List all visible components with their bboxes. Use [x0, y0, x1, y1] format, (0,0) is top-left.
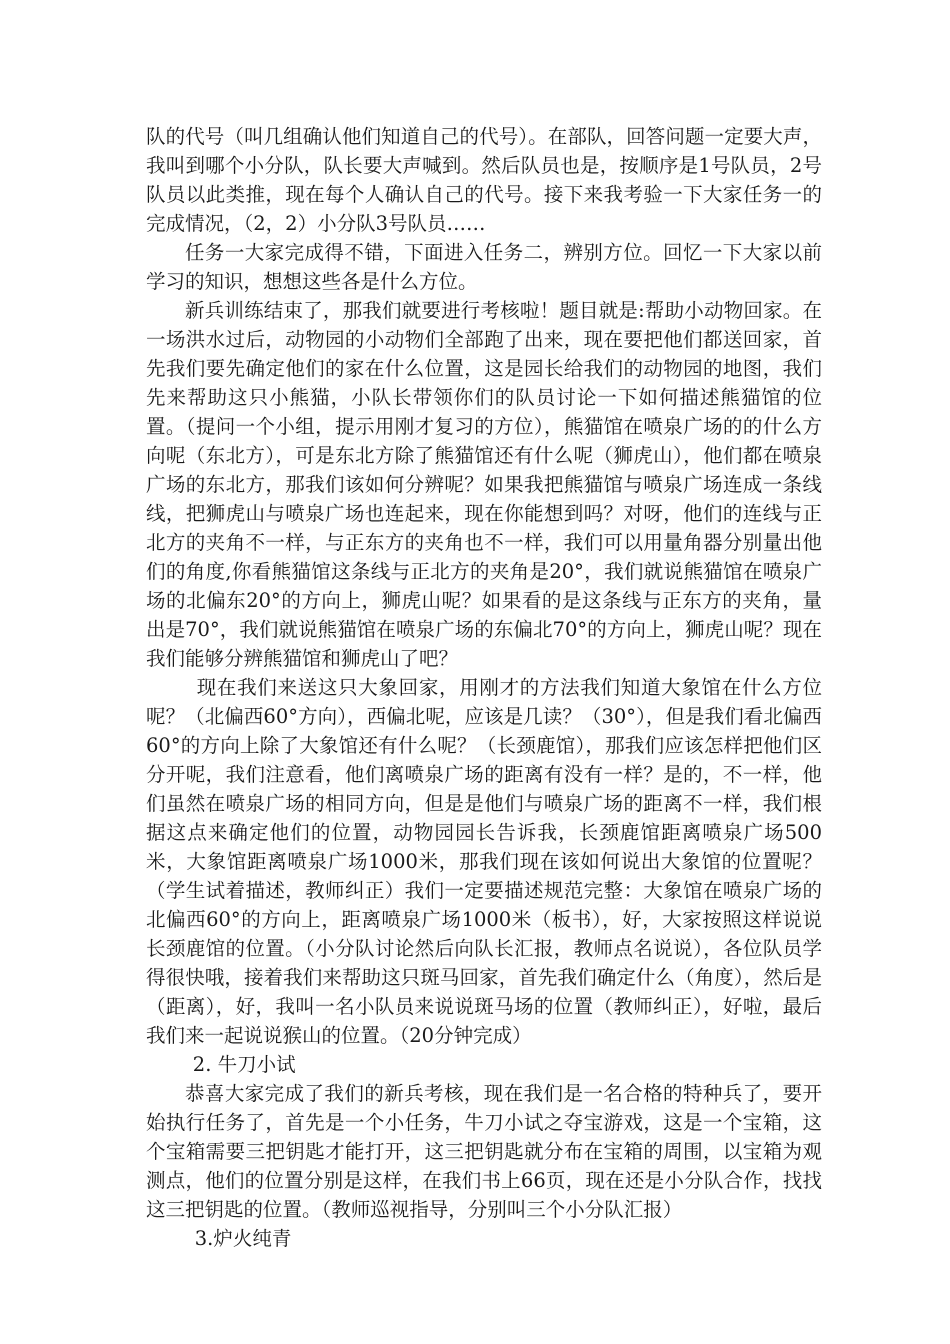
paragraph-2: 任务一大家完成得不错，下面进入任务二，辨别方位。回忆一下大家以前学习的知识，想想这些各是什么方位。 [146, 241, 822, 293]
document-body [146, 122, 822, 1253]
section-heading-2: 2. 牛刀小试 [192, 1053, 296, 1076]
paragraph-4: 现在我们来送这只大象回家，用刚才的方法我们知道大象馆在什么方位呢？（北偏西60°方向），西偏北呢，应该是几读？（30°），但是我们看北偏西60°的方向上除了大象馆还有什么呢？（长颈鹿馆），那我们应该怎样把他们区分开呢，我们注意看，他们离喷泉广场的距离有没有一样？是的，不一样，他们虽然在喷泉广场的相同方向，但是是他们与喷泉广场的距离不一样，我们根据这点来确定他们的位置，动物园园长告诉我，长颈鹿馆距离喷泉广场500米，大象馆距离喷泉广场1000米，那我们现在该如何说出大象馆的位置呢？（学生试着描述，教师纠正）我们一定要描述规范完整：大象馆在喷泉广场的北偏西60°的方向上，距离喷泉广场1000米（板书），好，大家按照这样说说长颈鹿馆的位置。（小分队讨论然后向队长汇报，教师点名说说），各位队员学得很快哦，接着我们来帮助这只斑马回家，首先我们确定什么（角度），然后是（距离），好，我叫一名小队员来说说斑马场的位置（教师纠正），好啦，最后我们来一起说说猴山的位置。（20分钟完成） [146, 676, 822, 1047]
paragraph-5: 恭喜大家完成了我们的新兵考核，现在我们是一名合格的特种兵了，要开始执行任务了，首先是一个小任务，牛刀小试之夺宝游戏，这是一个宝箱，这个宝箱需要三把钥匙才能打开，这三把钥匙就分布在宝箱的周围，以宝箱为观测点，他们的位置分别是这样，在我们书上66页，现在还是小分队合作，找找这三把钥匙的位置。（教师巡视指导，分别叫三个小分队汇报） [146, 1082, 822, 1221]
paragraph-1: 队的代号（叫几组确认他们知道自己的代号）。在部队，回答问题一定要大声，我叫到哪个小分队，队长要大声喊到。然后队员也是，按顺序是1号队员，2号队员以此类推，现在每个人确认自己的代号。接下来我考验一下大家任务一的完成情况，（2，2）小分队3号队员…… [146, 125, 822, 235]
section-heading-3: 3.炉火纯青 [194, 1227, 292, 1250]
paragraph-3: 新兵训练结束了，那我们就要进行考核啦！题目就是:帮助小动物回家。在一场洪水过后，动物园的小动物们全部跑了出来，现在要把他们都送回家，首先我们要先确定他们的家在什么位置，这是园长给我们的动物园的地图，我们先来帮助这只小熊猫，小队长带领你们的队员讨论一下如何描述熊猫馆的位置。（提问一个小组，提示用刚才复习的方位），熊猫馆在喷泉广场的的什么方向呢（东北方），可是东北方除了熊猫馆还有什么呢（狮虎山），他们都在喷泉广场的东北方，那我们该如何分辨呢？如果我把熊猫馆与喷泉广场连成一条线线，把狮虎山与喷泉广场也连起来，现在你能想到吗？对呀，他们的连线与正北方的夹角不一样，与正东方的夹角也不一样，我们可以用量角器分别量出他们的角度,你看熊猫馆这条线与正北方的夹角是20°，我们就说熊猫馆在喷泉广场的北偏东20°的方向上，狮虎山呢？如果看的是这条线与正东方的夹角，量出是70°，我们就说熊猫馆在喷泉广场的东偏北70°的方向上，狮虎山呢？现在我们能够分辨熊猫馆和狮虎山了吧？ [146, 299, 822, 670]
